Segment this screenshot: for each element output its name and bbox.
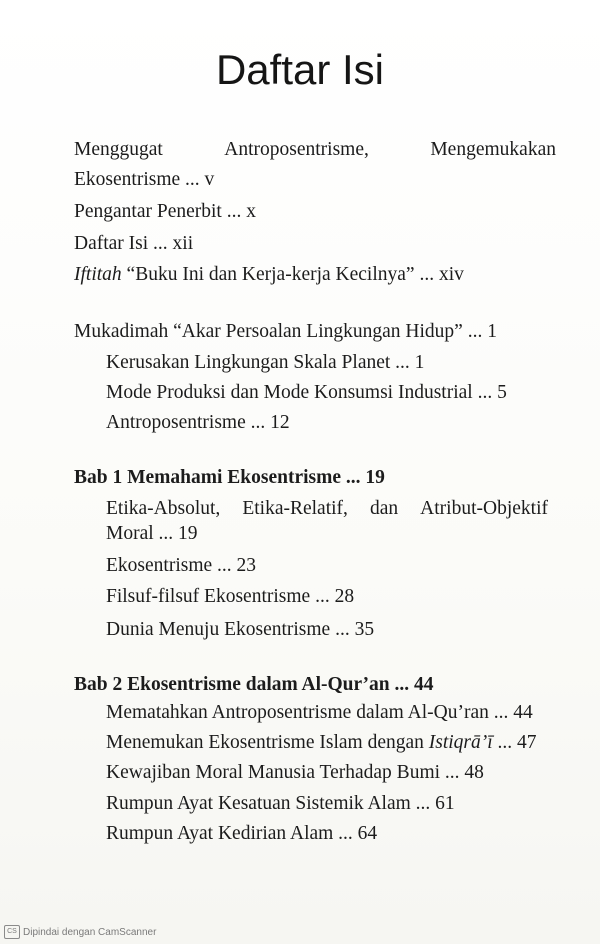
toc-subentry: Antroposentrisme ... 12 [106, 412, 290, 433]
toc-subentry: Kerusakan Lingkungan Skala Planet ... 1 [106, 352, 425, 373]
toc-subentry: Rumpun Ayat Kesatuan Sistemik Alam ... 61 [106, 793, 455, 814]
page-title: Daftar Isi [215, 46, 385, 93]
toc-subentry-istiqrai [106, 731, 537, 755]
scanner-watermark [4, 925, 156, 939]
toc-subentry: Mematahkan Antroposentrisme dalam Al-Qu’ran ... 44 [106, 702, 533, 723]
toc-entry-iftitah [74, 263, 464, 287]
toc-subentry-ethics-line2: Moral ... 19 [106, 523, 198, 544]
toc-word: Atribut-Objektif [420, 498, 548, 519]
toc-word: Etika-Absolut, [106, 498, 221, 519]
toc-iftitah-label: Iftitah [74, 264, 122, 285]
toc-heading-mukadimah: Mukadimah “Akar Persoalan Lingkungan Hidup” ... 1 [74, 321, 497, 342]
camscanner-logo-icon: CS [4, 925, 20, 939]
toc-subentry: Dunia Menuju Ekosentrisme ... 35 [106, 619, 375, 640]
toc-subentry-page: ... 47 [492, 732, 537, 753]
toc-subentry: Kewajiban Moral Manusia Terhadap Bumi ... 48 [106, 762, 484, 783]
toc-heading-bab-1: Bab 1 Memahami Ekosentrisme ... 19 [74, 467, 385, 488]
toc-iftitah-title: “Buku Ini dan Kerja-kerja Kecilnya” ... xiv [121, 264, 464, 285]
toc-entry-foreword-line1 [74, 138, 556, 162]
toc-word: Antroposentrisme, [224, 139, 369, 160]
toc-entry-contents: Daftar Isi ... xii [74, 233, 194, 254]
toc-subentry-ethics-line1 [106, 497, 548, 521]
toc-subentry: Filsuf-filsuf Ekosentrisme ... 28 [106, 586, 355, 607]
toc-entry-publisher-intro: Pengantar Penerbit ... x [74, 201, 256, 222]
toc-word: dan [369, 498, 399, 519]
toc-word: Menggugat [74, 139, 163, 160]
toc-word: Etika-Relatif, [242, 498, 348, 519]
toc-word: Mengemukakan [430, 139, 556, 160]
toc-subentry: Rumpun Ayat Kedirian Alam ... 64 [106, 823, 378, 844]
toc-subentry-text: Menemukan Ekosentrisme Islam dengan [106, 732, 429, 753]
toc-subentry-italic: Istiqrā’ī [428, 732, 493, 753]
toc-subentry: Mode Produksi dan Mode Konsumsi Industrial ... 5 [106, 382, 507, 403]
toc-subentry: Ekosentrisme ... 23 [106, 555, 257, 576]
toc-entry-foreword-line2: Ekosentrisme ... v [74, 169, 215, 190]
scanner-watermark-text: Dipindai dengan CamScanner [23, 926, 157, 938]
toc-heading-bab-2: Bab 2 Ekosentrisme dalam Al-Qur’an ... 44 [74, 674, 434, 695]
